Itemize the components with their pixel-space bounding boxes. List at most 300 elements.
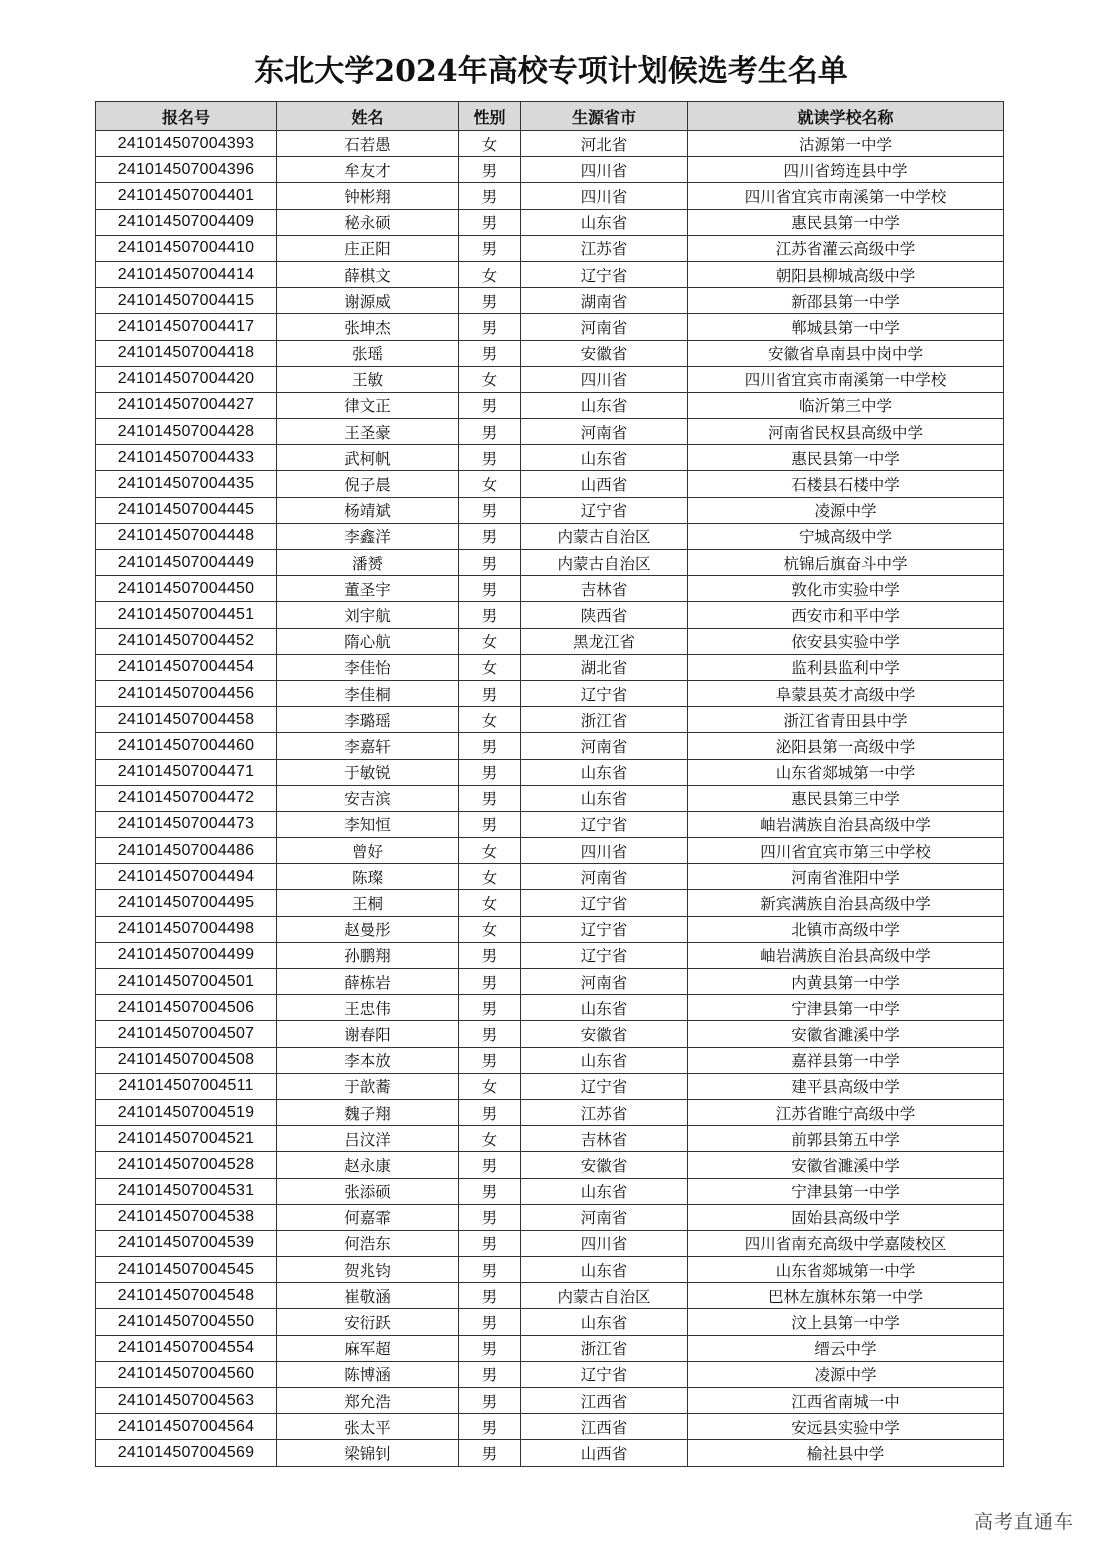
cell-school: 岫岩满族自治县高级中学 [688, 811, 1004, 837]
table-row [96, 1388, 1004, 1414]
cell-school: 敦化市实验中学 [688, 576, 1004, 602]
cell-registration-number: 241014507004563 [96, 1388, 277, 1414]
cell-school: 泌阳县第一高级中学 [688, 733, 1004, 759]
cell-name: 秘永硕 [277, 209, 459, 235]
table-row [96, 707, 1004, 733]
cell-gender: 女 [459, 261, 521, 287]
cell-school: 惠民县第一中学 [688, 209, 1004, 235]
header-school: 就读学校名称 [688, 102, 1004, 131]
candidate-table [95, 101, 1004, 1467]
table-header [96, 102, 1004, 131]
cell-name: 武柯帆 [277, 445, 459, 471]
cell-registration-number: 241014507004418 [96, 340, 277, 366]
table-row [96, 261, 1004, 287]
cell-gender: 男 [459, 1361, 521, 1387]
table-row [96, 157, 1004, 183]
cell-gender: 男 [459, 733, 521, 759]
cell-name: 安吉滨 [277, 785, 459, 811]
cell-gender: 男 [459, 576, 521, 602]
cell-school: 安徽省阜南县中岗中学 [688, 340, 1004, 366]
cell-school: 汶上县第一中学 [688, 1309, 1004, 1335]
cell-school: 四川省筠连县中学 [688, 157, 1004, 183]
page-title: 东北大学2024年高校专项计划候选考生名单 [254, 54, 848, 89]
cell-name: 李佳桐 [277, 680, 459, 706]
cell-registration-number: 241014507004417 [96, 314, 277, 340]
table-row [96, 1309, 1004, 1335]
cell-school: 杭锦后旗奋斗中学 [688, 550, 1004, 576]
cell-registration-number: 241014507004506 [96, 995, 277, 1021]
cell-province: 辽宁省 [521, 1073, 688, 1099]
cell-province: 四川省 [521, 366, 688, 392]
header-row [96, 102, 1004, 131]
cell-school: 阜蒙县英才高级中学 [688, 680, 1004, 706]
table-row [96, 1230, 1004, 1256]
cell-registration-number: 241014507004538 [96, 1204, 277, 1230]
table-row [96, 445, 1004, 471]
cell-province: 江西省 [521, 1414, 688, 1440]
cell-name: 吕汶洋 [277, 1126, 459, 1152]
cell-name: 赵永康 [277, 1152, 459, 1178]
cell-school: 新邵县第一中学 [688, 288, 1004, 314]
table-row [96, 838, 1004, 864]
cell-school: 江西省南城一中 [688, 1388, 1004, 1414]
cell-province: 四川省 [521, 183, 688, 209]
table-row [96, 419, 1004, 445]
cell-gender: 女 [459, 864, 521, 890]
table-row [96, 890, 1004, 916]
cell-province: 河南省 [521, 419, 688, 445]
cell-gender: 男 [459, 759, 521, 785]
cell-registration-number: 241014507004452 [96, 628, 277, 654]
cell-province: 辽宁省 [521, 261, 688, 287]
cell-province: 内蒙古自治区 [521, 523, 688, 549]
cell-name: 李知恒 [277, 811, 459, 837]
cell-gender: 男 [459, 785, 521, 811]
cell-registration-number: 241014507004472 [96, 785, 277, 811]
cell-gender: 男 [459, 1021, 521, 1047]
cell-school: 山东省郯城第一中学 [688, 759, 1004, 785]
table-row [96, 314, 1004, 340]
header-name: 姓名 [277, 102, 459, 131]
cell-province: 山东省 [521, 445, 688, 471]
cell-school: 浙江省青田县中学 [688, 707, 1004, 733]
cell-school: 巴林左旗林东第一中学 [688, 1283, 1004, 1309]
cell-name: 郑允浩 [277, 1388, 459, 1414]
cell-gender: 男 [459, 1257, 521, 1283]
cell-gender: 男 [459, 550, 521, 576]
cell-registration-number: 241014507004450 [96, 576, 277, 602]
cell-registration-number: 241014507004501 [96, 969, 277, 995]
cell-registration-number: 241014507004554 [96, 1335, 277, 1361]
cell-registration-number: 241014507004499 [96, 942, 277, 968]
cell-registration-number: 241014507004528 [96, 1152, 277, 1178]
cell-name: 律文正 [277, 392, 459, 418]
cell-gender: 女 [459, 1126, 521, 1152]
cell-school: 河南省淮阳中学 [688, 864, 1004, 890]
cell-province: 辽宁省 [521, 1361, 688, 1387]
cell-name: 王桐 [277, 890, 459, 916]
cell-registration-number: 241014507004414 [96, 261, 277, 287]
cell-registration-number: 241014507004564 [96, 1414, 277, 1440]
cell-gender: 女 [459, 628, 521, 654]
cell-registration-number: 241014507004494 [96, 864, 277, 890]
cell-school: 西安市和平中学 [688, 602, 1004, 628]
cell-school: 四川省宜宾市南溪第一中学校 [688, 183, 1004, 209]
cell-gender: 男 [459, 340, 521, 366]
cell-registration-number: 241014507004460 [96, 733, 277, 759]
cell-gender: 男 [459, 1152, 521, 1178]
cell-gender: 女 [459, 890, 521, 916]
cell-province: 山西省 [521, 471, 688, 497]
cell-name: 钟彬翔 [277, 183, 459, 209]
cell-province: 江西省 [521, 1388, 688, 1414]
cell-name: 麻军超 [277, 1335, 459, 1361]
cell-school: 四川省南充高级中学嘉陵校区 [688, 1230, 1004, 1256]
cell-province: 湖北省 [521, 654, 688, 680]
header-gender: 性别 [459, 102, 521, 131]
cell-school: 固始县高级中学 [688, 1204, 1004, 1230]
cell-name: 隋心航 [277, 628, 459, 654]
cell-registration-number: 241014507004511 [96, 1073, 277, 1099]
cell-province: 江苏省 [521, 235, 688, 261]
cell-registration-number: 241014507004393 [96, 131, 277, 157]
cell-province: 河南省 [521, 733, 688, 759]
cell-registration-number: 241014507004448 [96, 523, 277, 549]
cell-name: 崔敬涵 [277, 1283, 459, 1309]
cell-province: 安徽省 [521, 1152, 688, 1178]
cell-name: 张添硕 [277, 1178, 459, 1204]
table-row [96, 942, 1004, 968]
table-row [96, 785, 1004, 811]
cell-name: 庄正阳 [277, 235, 459, 261]
cell-name: 张坤杰 [277, 314, 459, 340]
cell-gender: 男 [459, 602, 521, 628]
table-row [96, 131, 1004, 157]
cell-province: 山东省 [521, 785, 688, 811]
table-row [96, 969, 1004, 995]
header-registration-number: 报名号 [96, 102, 277, 131]
table-row [96, 392, 1004, 418]
cell-gender: 男 [459, 1099, 521, 1125]
table-row [96, 602, 1004, 628]
cell-gender: 男 [459, 1414, 521, 1440]
cell-province: 江苏省 [521, 1099, 688, 1125]
cell-registration-number: 241014507004569 [96, 1440, 277, 1466]
cell-name: 李璐瑶 [277, 707, 459, 733]
table-row [96, 654, 1004, 680]
table-row [96, 1099, 1004, 1125]
cell-gender: 男 [459, 235, 521, 261]
cell-school: 惠民县第一中学 [688, 445, 1004, 471]
cell-name: 陈博涵 [277, 1361, 459, 1387]
cell-registration-number: 241014507004454 [96, 654, 277, 680]
cell-registration-number: 241014507004521 [96, 1126, 277, 1152]
cell-school: 临沂第三中学 [688, 392, 1004, 418]
table-row [96, 1440, 1004, 1466]
table-row [96, 209, 1004, 235]
cell-province: 黑龙江省 [521, 628, 688, 654]
cell-gender: 男 [459, 209, 521, 235]
table-row [96, 680, 1004, 706]
cell-province: 山东省 [521, 1178, 688, 1204]
cell-province: 四川省 [521, 1230, 688, 1256]
cell-school: 江苏省睢宁高级中学 [688, 1099, 1004, 1125]
cell-school: 山东省郯城第一中学 [688, 1257, 1004, 1283]
cell-name: 孙鹏翔 [277, 942, 459, 968]
cell-registration-number: 241014507004508 [96, 1047, 277, 1073]
cell-name: 董圣宇 [277, 576, 459, 602]
table-row [96, 1152, 1004, 1178]
cell-province: 河南省 [521, 314, 688, 340]
table-row [96, 811, 1004, 837]
cell-registration-number: 241014507004486 [96, 838, 277, 864]
table-row [96, 1257, 1004, 1283]
cell-province: 安徽省 [521, 340, 688, 366]
table-row [96, 366, 1004, 392]
cell-school: 沽源第一中学 [688, 131, 1004, 157]
cell-gender: 女 [459, 916, 521, 942]
cell-gender: 男 [459, 314, 521, 340]
cell-province: 河北省 [521, 131, 688, 157]
cell-province: 浙江省 [521, 707, 688, 733]
table-row [96, 1021, 1004, 1047]
cell-gender: 男 [459, 1047, 521, 1073]
cell-name: 倪子晨 [277, 471, 459, 497]
cell-name: 张太平 [277, 1414, 459, 1440]
cell-school: 宁城高级中学 [688, 523, 1004, 549]
table-row [96, 1204, 1004, 1230]
table-row [96, 1414, 1004, 1440]
cell-registration-number: 241014507004409 [96, 209, 277, 235]
cell-gender: 女 [459, 471, 521, 497]
cell-registration-number: 241014507004473 [96, 811, 277, 837]
cell-province: 河南省 [521, 969, 688, 995]
cell-name: 薛棋文 [277, 261, 459, 287]
cell-province: 山西省 [521, 1440, 688, 1466]
cell-name: 于敏锐 [277, 759, 459, 785]
table-row [96, 340, 1004, 366]
cell-name: 曾好 [277, 838, 459, 864]
table-row [96, 628, 1004, 654]
cell-province: 陕西省 [521, 602, 688, 628]
cell-province: 河南省 [521, 1204, 688, 1230]
cell-gender: 男 [459, 445, 521, 471]
cell-school: 安远县实验中学 [688, 1414, 1004, 1440]
cell-gender: 男 [459, 1230, 521, 1256]
cell-registration-number: 241014507004445 [96, 497, 277, 523]
table-row [96, 1073, 1004, 1099]
cell-school: 朝阳县柳城高级中学 [688, 261, 1004, 287]
table-row [96, 1361, 1004, 1387]
cell-school: 监利县监利中学 [688, 654, 1004, 680]
cell-gender: 男 [459, 1283, 521, 1309]
cell-gender: 男 [459, 1440, 521, 1466]
cell-gender: 女 [459, 707, 521, 733]
cell-name: 何嘉霏 [277, 1204, 459, 1230]
cell-school: 内黄县第一中学 [688, 969, 1004, 995]
cell-province: 内蒙古自治区 [521, 550, 688, 576]
cell-name: 张瑶 [277, 340, 459, 366]
table-row [96, 288, 1004, 314]
cell-province: 辽宁省 [521, 942, 688, 968]
cell-province: 山东省 [521, 1047, 688, 1073]
cell-name: 陈璨 [277, 864, 459, 890]
cell-province: 辽宁省 [521, 680, 688, 706]
cell-province: 湖南省 [521, 288, 688, 314]
cell-school: 惠民县第三中学 [688, 785, 1004, 811]
cell-gender: 男 [459, 1309, 521, 1335]
cell-registration-number: 241014507004548 [96, 1283, 277, 1309]
cell-registration-number: 241014507004458 [96, 707, 277, 733]
cell-school: 四川省宜宾市南溪第一中学校 [688, 366, 1004, 392]
cell-registration-number: 241014507004451 [96, 602, 277, 628]
cell-registration-number: 241014507004471 [96, 759, 277, 785]
cell-school: 安徽省濉溪中学 [688, 1152, 1004, 1178]
cell-name: 王敏 [277, 366, 459, 392]
cell-school: 宁津县第一中学 [688, 995, 1004, 1021]
cell-province: 吉林省 [521, 576, 688, 602]
cell-province: 辽宁省 [521, 497, 688, 523]
table-row [96, 995, 1004, 1021]
cell-name: 潘赟 [277, 550, 459, 576]
cell-name: 赵曼彤 [277, 916, 459, 942]
watermark-text: 高考直通车 [973, 1511, 1074, 1533]
cell-name: 魏子翔 [277, 1099, 459, 1125]
cell-registration-number: 241014507004550 [96, 1309, 277, 1335]
cell-province: 辽宁省 [521, 811, 688, 837]
cell-school: 安徽省濉溪中学 [688, 1021, 1004, 1047]
cell-school: 凌源中学 [688, 497, 1004, 523]
table-row [96, 1047, 1004, 1073]
table-row [96, 523, 1004, 549]
cell-school: 新宾满族自治县高级中学 [688, 890, 1004, 916]
cell-province: 山东省 [521, 1257, 688, 1283]
cell-province: 内蒙古自治区 [521, 1283, 688, 1309]
cell-name: 李鑫洋 [277, 523, 459, 549]
cell-registration-number: 241014507004495 [96, 890, 277, 916]
table-row [96, 235, 1004, 261]
cell-name: 杨靖斌 [277, 497, 459, 523]
cell-gender: 男 [459, 811, 521, 837]
cell-school: 北镇市高级中学 [688, 916, 1004, 942]
cell-registration-number: 241014507004435 [96, 471, 277, 497]
cell-gender: 男 [459, 157, 521, 183]
cell-registration-number: 241014507004531 [96, 1178, 277, 1204]
cell-school: 河南省民权县高级中学 [688, 419, 1004, 445]
cell-registration-number: 241014507004420 [96, 366, 277, 392]
table-row [96, 576, 1004, 602]
table-row [96, 497, 1004, 523]
table-row [96, 1283, 1004, 1309]
cell-gender: 男 [459, 392, 521, 418]
cell-school: 郸城县第一中学 [688, 314, 1004, 340]
cell-registration-number: 241014507004507 [96, 1021, 277, 1047]
cell-gender: 女 [459, 654, 521, 680]
table-row [96, 550, 1004, 576]
cell-registration-number: 241014507004456 [96, 680, 277, 706]
cell-gender: 男 [459, 183, 521, 209]
cell-province: 山东省 [521, 995, 688, 1021]
cell-province: 浙江省 [521, 1335, 688, 1361]
cell-school: 四川省宜宾市第三中学校 [688, 838, 1004, 864]
cell-gender: 女 [459, 838, 521, 864]
cell-gender: 女 [459, 131, 521, 157]
cell-gender: 男 [459, 523, 521, 549]
table-row [96, 733, 1004, 759]
cell-registration-number: 241014507004428 [96, 419, 277, 445]
cell-province: 吉林省 [521, 1126, 688, 1152]
cell-province: 辽宁省 [521, 916, 688, 942]
table-row [96, 916, 1004, 942]
cell-name: 梁锦钊 [277, 1440, 459, 1466]
table-row [96, 759, 1004, 785]
cell-school: 依安县实验中学 [688, 628, 1004, 654]
cell-gender: 男 [459, 680, 521, 706]
cell-school: 嘉祥县第一中学 [688, 1047, 1004, 1073]
cell-name: 李佳怡 [277, 654, 459, 680]
cell-registration-number: 241014507004498 [96, 916, 277, 942]
cell-name: 贺兆钧 [277, 1257, 459, 1283]
cell-province: 山东省 [521, 392, 688, 418]
cell-name: 李本放 [277, 1047, 459, 1073]
cell-name: 石若愚 [277, 131, 459, 157]
cell-school: 榆社县中学 [688, 1440, 1004, 1466]
cell-name: 谢春阳 [277, 1021, 459, 1047]
cell-registration-number: 241014507004415 [96, 288, 277, 314]
cell-name: 李嘉轩 [277, 733, 459, 759]
cell-gender: 男 [459, 995, 521, 1021]
cell-province: 河南省 [521, 864, 688, 890]
cell-gender: 男 [459, 497, 521, 523]
cell-name: 谢源威 [277, 288, 459, 314]
cell-gender: 男 [459, 1178, 521, 1204]
cell-registration-number: 241014507004560 [96, 1361, 277, 1387]
cell-gender: 男 [459, 1335, 521, 1361]
cell-province: 山东省 [521, 1309, 688, 1335]
cell-name: 安衍跃 [277, 1309, 459, 1335]
cell-registration-number: 241014507004396 [96, 157, 277, 183]
table-row [96, 471, 1004, 497]
table-body [96, 131, 1004, 1467]
cell-school: 宁津县第一中学 [688, 1178, 1004, 1204]
cell-gender: 男 [459, 1388, 521, 1414]
table-row [96, 1178, 1004, 1204]
cell-registration-number: 241014507004539 [96, 1230, 277, 1256]
cell-gender: 男 [459, 288, 521, 314]
cell-registration-number: 241014507004449 [96, 550, 277, 576]
cell-name: 何浩东 [277, 1230, 459, 1256]
table-row [96, 1126, 1004, 1152]
cell-gender: 男 [459, 969, 521, 995]
cell-registration-number: 241014507004433 [96, 445, 277, 471]
cell-school: 石楼县石楼中学 [688, 471, 1004, 497]
cell-name: 于歆蕎 [277, 1073, 459, 1099]
cell-gender: 男 [459, 1204, 521, 1230]
cell-registration-number: 241014507004519 [96, 1099, 277, 1125]
table-row [96, 183, 1004, 209]
cell-name: 薛栋岩 [277, 969, 459, 995]
cell-province: 四川省 [521, 838, 688, 864]
header-province: 生源省市 [521, 102, 688, 131]
table-row [96, 864, 1004, 890]
cell-school: 岫岩满族自治县高级中学 [688, 942, 1004, 968]
cell-gender: 男 [459, 419, 521, 445]
cell-name: 王忠伟 [277, 995, 459, 1021]
cell-province: 山东省 [521, 209, 688, 235]
cell-name: 牟友才 [277, 157, 459, 183]
cell-gender: 男 [459, 942, 521, 968]
cell-school: 前郭县第五中学 [688, 1126, 1004, 1152]
